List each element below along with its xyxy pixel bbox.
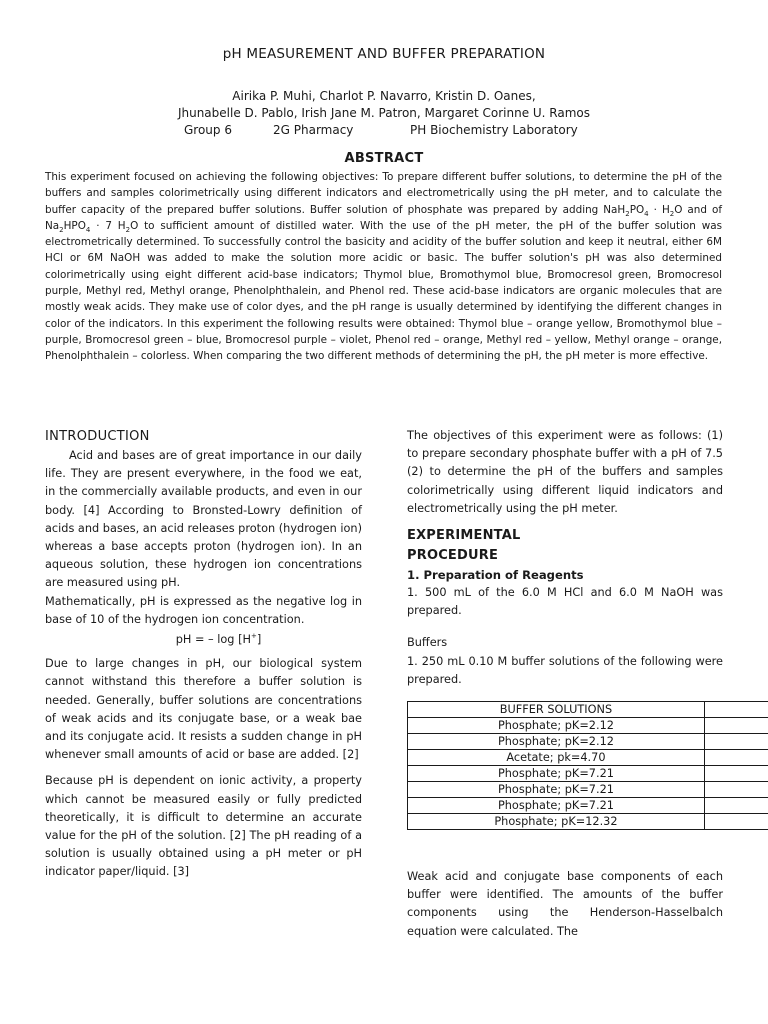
right-column <box>407 427 723 941</box>
abstract-heading: ABSTRACT <box>344 151 424 166</box>
paper-title: pH MEASUREMENT AND BUFFER PREPARATION <box>222 46 546 62</box>
table-empty-cell <box>704 798 768 814</box>
table-row <box>408 798 768 814</box>
group-label: Group 6 <box>184 123 232 137</box>
abstract-text-2: PO <box>629 203 645 216</box>
table-empty-cell <box>704 702 768 718</box>
author-line-1: Airika P. Muhi, Charlot P. Navarro, Kristin D. Oanes, <box>232 89 536 103</box>
table-cell: Acetate; pk=4.70 <box>408 750 705 766</box>
introduction-heading: INTRODUCTION <box>45 429 150 444</box>
closing-paragraph: Weak acid and conjugate base components of each buffer were identified. The amounts of the buffer components using the Henderson-Hasselbalch equation were calculated. The <box>407 870 723 938</box>
left-column <box>45 427 362 882</box>
table-row <box>408 734 768 750</box>
abstract-text-7: O to sufficient amount of distilled water. With the use of the pH meter, the pH of the buffer solution was electrometrically determined. To successfully control the basicity and acidity of the buffer solution and keep it neutral, either 6M HCl or 6M NaOH was added to make the solution more acidic or basic. The buffer solution's pH was also determined colorimetrically using eight different acid-base indicators; Thymol blue, Bromothymol blue, Bromocresol green, Bromocresol purple, Methyl red, Methyl orange, Phenolphthalein, and Phenol red. These acid-base indicators are organic molecules that are mostly weak acids. They make use of color dyes, and the pH range is usually determined by identifying the different changes in color of the indicators. In this experiment the following results were obtained: Thymol blue – orange yellow, Bromothymol blue – purple, Bromocresol green – blue, Bromocresol purple – violet, Phenol red – orange, Methyl red – yellow, Methyl orange – orange, Phenolphthalein – colorless. When comparing the two different methods of determining the pH, the pH meter is more effective. <box>45 219 722 363</box>
buffers-text: 1. 250 mL 0.10 M buffer solutions of the following were prepared. <box>407 654 723 686</box>
table-row <box>408 750 768 766</box>
abstract-text-1: This experiment focused on achieving the following objectives: To prepare different buffer solutions, to determine the pH of the buffers and samples colorimetrically using different indicators and electrometrically using the pH meter, and to calculate the buffer capacity of the prepared buffer solutions. Buffer solution of phosphate was prepared by adding NaH <box>45 171 722 216</box>
buffers-label: Buffers <box>407 636 448 650</box>
abstract-sub-3: 2 <box>669 209 675 218</box>
table-row <box>408 718 768 734</box>
formula-end: ] <box>256 633 262 647</box>
intro-paragraph-2: Mathematically, pH is expressed as the negative log in base of 10 of the hydrogen ion concentration. <box>45 594 362 626</box>
intro-paragraph-4: Because pH is dependent on ionic activity, a property which cannot be measured easily or fully predicted theoretically, it is difficult to determine an accurate value for the pH of the solution. [2] The pH reading of a solution is usually obtained using a pH meter or pH indicator paper/liquid. [3] <box>45 774 362 879</box>
abstract-text-6: · 7 H <box>90 219 126 232</box>
abstract-sub-6: 2 <box>125 225 131 234</box>
ph-formula <box>45 631 362 649</box>
abstract-sub-5: 4 <box>85 225 91 234</box>
abstract-sub-2: 4 <box>644 209 649 218</box>
table-row <box>408 766 768 782</box>
abstract-text-5: HPO <box>63 219 86 232</box>
table-header-row <box>408 702 768 718</box>
author-line-2: Jhunabelle D. Pablo, Irish Jane M. Patron, Margaret Corinne U. Ramos <box>177 106 591 120</box>
reagents-text: 1. 500 mL of the 6.0 M HCl and 6.0 M NaOH was prepared. <box>407 586 723 618</box>
lab-label: PH Biochemistry Laboratory <box>410 123 578 137</box>
buffer-solutions-table <box>407 701 768 830</box>
author-block <box>0 88 768 139</box>
section-label: 2G Pharmacy <box>273 123 354 137</box>
objectives-paragraph: The objectives of this experiment were as follows: (1) to prepare secondary phosphate buffer with a pH of 7.5 (2) to determine the pH of the buffers and samples colorimetrically using different liquid indicators and electrometrically using the pH meter. <box>407 429 723 515</box>
table-cell: Phosphate; pK=2.12 <box>408 734 705 750</box>
abstract-text-3: · H <box>648 203 670 216</box>
table-cell: Phosphate; pK=2.12 <box>408 718 705 734</box>
formula-text: pH = – log [H <box>175 633 251 647</box>
intro-paragraph-3: Due to large changes in pH, our biological system cannot withstand this therefore a buffer solution is needed. Generally, buffer solutions are concentrations of weak acids and its conjugate base, or a weak bae and its conjugate acid. It resists a sudden change in pH whenever small amounts of acid or base are added. [2] <box>45 657 362 762</box>
table-empty-cell <box>704 782 768 798</box>
table-empty-cell <box>704 766 768 782</box>
table-empty-cell <box>704 718 768 734</box>
table-header-cell: BUFFER SOLUTIONS <box>408 702 705 718</box>
formula-superscript: + <box>250 632 257 641</box>
table-cell: Phosphate; pK=12.32 <box>408 814 705 830</box>
table-empty-cell <box>704 734 768 750</box>
abstract-sub-1: 2 <box>625 209 630 218</box>
affiliation-line <box>0 122 768 139</box>
table-cell: Phosphate; pK=7.21 <box>408 782 705 798</box>
abstract-sub-4: 2 <box>59 225 64 234</box>
abstract-body <box>45 169 722 365</box>
abstract-text-4: O and of Na <box>45 203 722 232</box>
table-row <box>408 814 768 830</box>
table-cell: Phosphate; pK=7.21 <box>408 766 705 782</box>
reagents-heading: 1. Preparation of Reagents <box>407 568 584 583</box>
table-empty-cell <box>704 750 768 766</box>
table-row <box>408 782 768 798</box>
intro-paragraph-1: Acid and bases are of great importance in our daily life. They are present everywhere, in the food we eat, in the commercially available products, and even in our body. [4] According to Bronsted-Lowry definition of acids and bases, an acid releases proton (hydrogen ion) whereas a base accepts proton (hydrogen ion). In an aqueous solution, these hydrogen ion concentrations are measured using pH. <box>45 449 362 590</box>
procedure-heading-line-2: PROCEDURE <box>407 548 499 564</box>
table-cell: Phosphate; pK=7.21 <box>408 798 705 814</box>
table-empty-cell <box>704 814 768 830</box>
procedure-heading-line-1: EXPERIMENTAL <box>407 528 521 544</box>
